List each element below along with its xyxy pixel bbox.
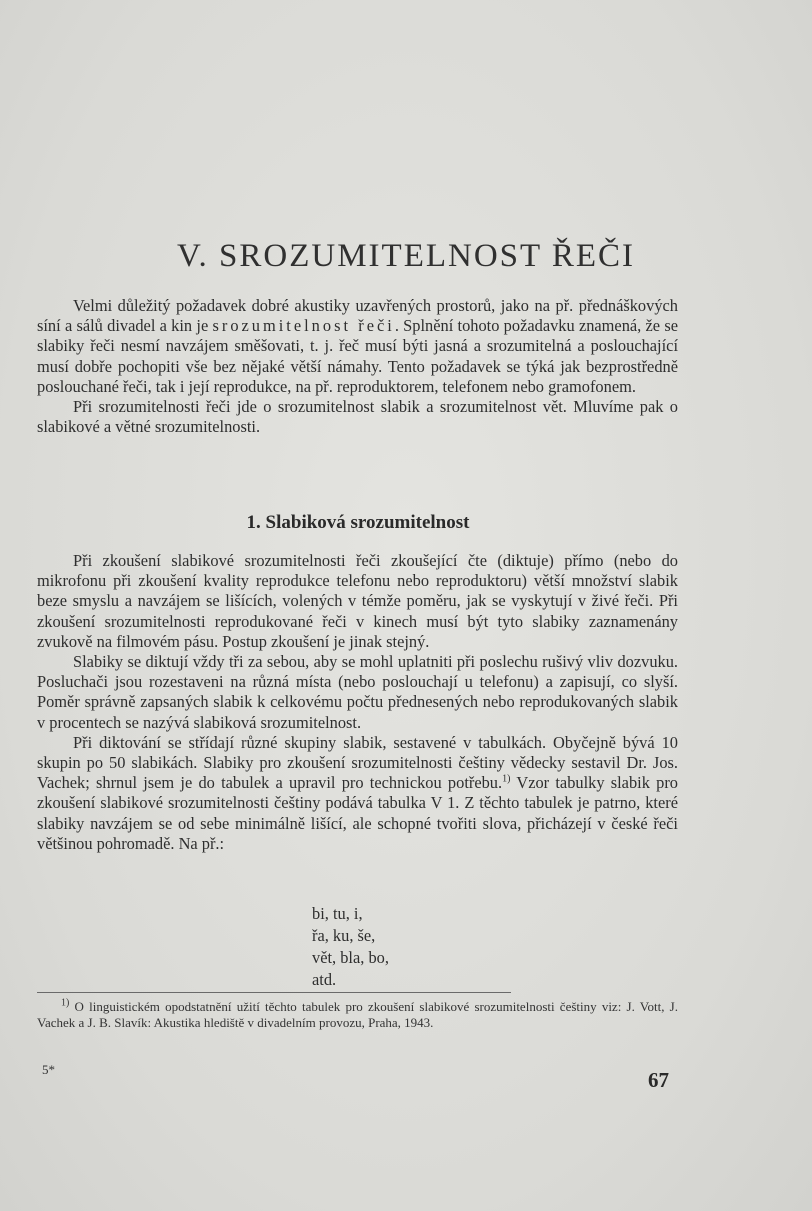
example-line: bi, tu, i, [312, 904, 363, 923]
signature-mark: 5* [42, 1062, 55, 1077]
intro-text [37, 296, 678, 437]
section-paragraph-3-start: Při diktování se střídají různé skupiny slabik, sestavené v tabulkách. Obyčejně bývá 10 skupin po 50 slabikách. Slabiky pro zkoušení srozumitelnosti češtiny vědecky sestavil Dr. Jos. Vachek; shrnul jsem je do tabulek a upravil pro technickou potřebu. [37, 732, 678, 793]
page-number: 67 [648, 1068, 669, 1092]
section-paragraph-3 [37, 733, 678, 854]
section-paragraph-2: Slabiky se diktují vždy tři za sebou, aby se mohl uplatniti při poslechu rušivý vliv dozvuku. Posluchači jsou rozestaveni na různá místa (nebo poslouchají u telefonu) a zapisují, co slyší. Poměr správně zapsaných slabik k celkovému počtu přednesených nebo reprodukovaných slabik v procentech se nazývá slabiková srozumitelnost. [37, 652, 678, 732]
section-text [37, 551, 678, 854]
emphasized-term: srozumitelnost řeči [212, 316, 395, 336]
syllable-examples [312, 903, 389, 991]
intro-paragraph-2: Při srozumitelnosti řeči jde o srozumitelnost slabik a srozumitelnost vět. Mluvíme pak o slabikové a větné srozumitelnosti. [37, 397, 678, 437]
intro-paragraph-1-start: Velmi důležitý požadavek dobré akustiky uzavřených prostorů, jako na př. přednáškových síní a sálů divadel a kin je [37, 296, 678, 336]
chapter-title: V. SROZUMITELNOST ŘEČI [176, 238, 636, 274]
footnote-text: O linguistickém opodstatnění užití těchto tabulek pro zkoušení slabikové srozumitelnosti češtiny viz: J. Vott, J. Vachek a J. B. Slavík: Akustika hlediště v divadelním provozu, Praha, 1943. [37, 999, 678, 1030]
intro-paragraph-1-end: . Splnění tohoto požadavku znamená, že se slabiky řeči nesmí navzájem směšovati, t. j. řeč musí býti jasná a srozumitelná a poslouchající musí dobře pochopiti vše bez nějaké větší námahy. Tento požadavek se týká jak bezprostředně poslouchané řeči, tak i její reprodukce, na př. reproduktorem, telefonem nebo gramofonem. [37, 316, 679, 396]
section-paragraph-3-end: Vzor tabulky slabik pro zkoušení slabikové srozumitelnosti češtiny podává tabulka V 1. Z těchto tabulek je patrno, které slabiky navzájem se od sebe minimálně lišící, ale schopné tvořiti slova, přicházejí v české řeči většinou pohromadě. Na př.: [37, 773, 678, 853]
footnote-marker: 1) [61, 997, 70, 1009]
intro-paragraph-1 [37, 296, 678, 397]
footnote-reference: 1) [502, 773, 511, 785]
footnote-divider [37, 992, 511, 993]
section-paragraph-1: Při zkoušení slabikové srozumitelnosti řeči zkoušející čte (diktuje) přímo (nebo do mikrofonu při zkoušení kvality reprodukce telefonu nebo reproduktoru) větší množství slabik beze smyslu a navzájem se lišících, volených v témže poměru, jak se vyskytují v živé řeči. Při zkoušení srozumitelnosti reprodukované řeči v kinech musí být tyto slabiky zaznamenány zvukově na filmovém pásu. Postup zkoušení je jinak stejný. [37, 551, 678, 651]
example-line: vět, bla, bo, [312, 948, 389, 967]
section-heading: 1. Slabiková srozumitelnost [246, 512, 470, 533]
example-line: řa, ku, še, [312, 926, 376, 945]
example-line: atd. [312, 970, 337, 989]
footnote [37, 999, 678, 1031]
